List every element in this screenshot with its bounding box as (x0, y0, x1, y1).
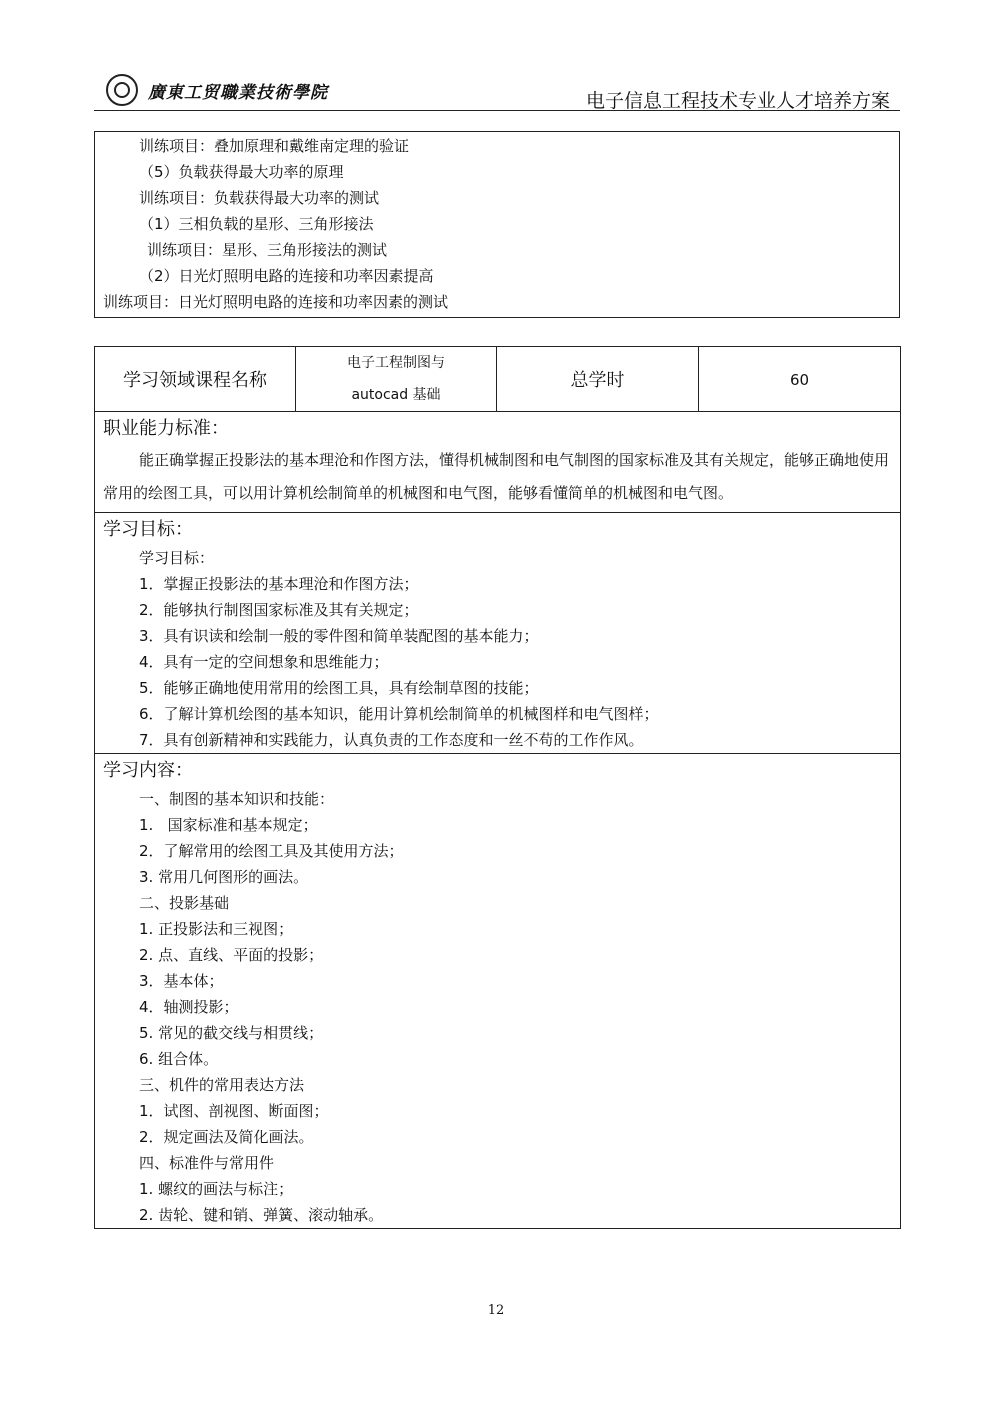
content-item: 1. 正投影法和三视图； (139, 920, 294, 938)
learning-goals-cell (95, 513, 901, 754)
goal-item: 1．掌握正投影法的基本理沧和作图方法； (139, 575, 419, 593)
goal-item: 4．具有一定的空间想象和思维能力； (139, 653, 389, 671)
content-item: 1. 国家标准和基本规定； (139, 816, 318, 834)
goal-item: 3．具有识读和绘制一般的零件图和简单装配图的基本能力； (139, 627, 539, 645)
content-item: 2．了解常用的绘图工具及其使用方法； (139, 842, 404, 860)
goal-item: 6．了解计算机绘图的基本知识，能用计算机绘制简单的机械图样和电气图样； (139, 705, 659, 723)
ability-paragraph: 能正确掌握正投影法的基本理沧和作图方法，懂得机械制图和电气制图的国家标准及其有关规定，能够正确地使用常用的绘图工具，可以用计算机绘制简单的机械图和电气图，能够看懂简单的机械图和电气图。 (103, 451, 890, 502)
page-header (94, 68, 900, 111)
goals-subheading: 学习目标： (139, 549, 215, 567)
previous-content-cell (95, 132, 900, 318)
training-line: 训练项目：负载获得最大功率的测试 (139, 189, 380, 207)
goals-heading: 学习目标： (103, 519, 193, 540)
course-name-label-cell (95, 347, 296, 412)
content-item: 1．试图、剖视图、断面图； (139, 1102, 329, 1120)
course-name-label: 学习领域课程名称 (123, 370, 267, 391)
content-item: 5. 常见的截交线与相贯线； (139, 1024, 324, 1042)
page-number: 12 (487, 1303, 505, 1318)
content-item: 2. 点、直线、平面的投影； (139, 946, 324, 964)
topic-line: （2）日光灯照明电路的连接和功率因素提高 (139, 267, 434, 285)
document-title: 电子信息工程技术专业人才培养方案 (585, 90, 890, 112)
content-heading: 学习内容： (103, 760, 193, 781)
ability-standard-cell (95, 412, 901, 513)
content-section-title: 二、投影基础 (139, 894, 230, 912)
school-name: 廣東工贸職業技術學院 (148, 83, 328, 103)
content-item: 6. 组合体。 (139, 1050, 219, 1068)
total-hours-label: 总学时 (570, 370, 625, 391)
topic-line: （5）负载获得最大功率的原理 (139, 163, 344, 181)
school-logo-icon (106, 74, 138, 106)
content-item: 3．基本体； (139, 972, 224, 990)
total-hours-value-cell (699, 347, 901, 412)
training-line: 训练项目：叠加原理和戴维南定理的验证 (139, 137, 410, 155)
content-item: 2．规定画法及简化画法。 (139, 1128, 314, 1146)
course-name-line2: autocad 基础 (351, 387, 441, 403)
topic-line: （1）三相负载的星形、三角形接法 (139, 215, 374, 233)
total-hours-label-cell (497, 347, 699, 412)
content-item: 1. 螺纹的画法与标注； (139, 1180, 294, 1198)
goal-item: 5．能够正确地使用常用的绘图工具，具有绘制草图的技能； (139, 679, 539, 697)
ability-heading: 职业能力标准： (103, 418, 229, 439)
training-line: 训练项目：星形、三角形接法的测试 (147, 241, 388, 259)
content-item: 4．轴测投影； (139, 998, 239, 1016)
course-name-line1: 电子工程制图与 (347, 355, 445, 371)
content-section-title: 四、标准件与常用件 (139, 1154, 275, 1172)
content-item: 3. 常用几何图形的画法。 (139, 868, 309, 886)
previous-content-table (94, 131, 900, 318)
total-hours-value: 60 (789, 370, 810, 389)
course-table (94, 346, 901, 1229)
course-name-cell (296, 347, 497, 412)
goal-item: 7．具有创新精神和实践能力，认真负责的工作态度和一丝不苟的工作作风。 (139, 731, 644, 749)
training-line: 训练项目：日光灯照明电路的连接和功率因素的测试 (103, 293, 449, 311)
content-item: 2. 齿轮、键和销、弹簧、滚动轴承。 (139, 1206, 384, 1224)
goal-item: 2．能够执行制图国家标准及其有关规定； (139, 601, 419, 619)
content-section-title: 一、制图的基本知识和技能： (139, 790, 335, 808)
learning-content-cell (95, 754, 901, 1229)
content-section-title: 三、机件的常用表达方法 (139, 1076, 305, 1094)
